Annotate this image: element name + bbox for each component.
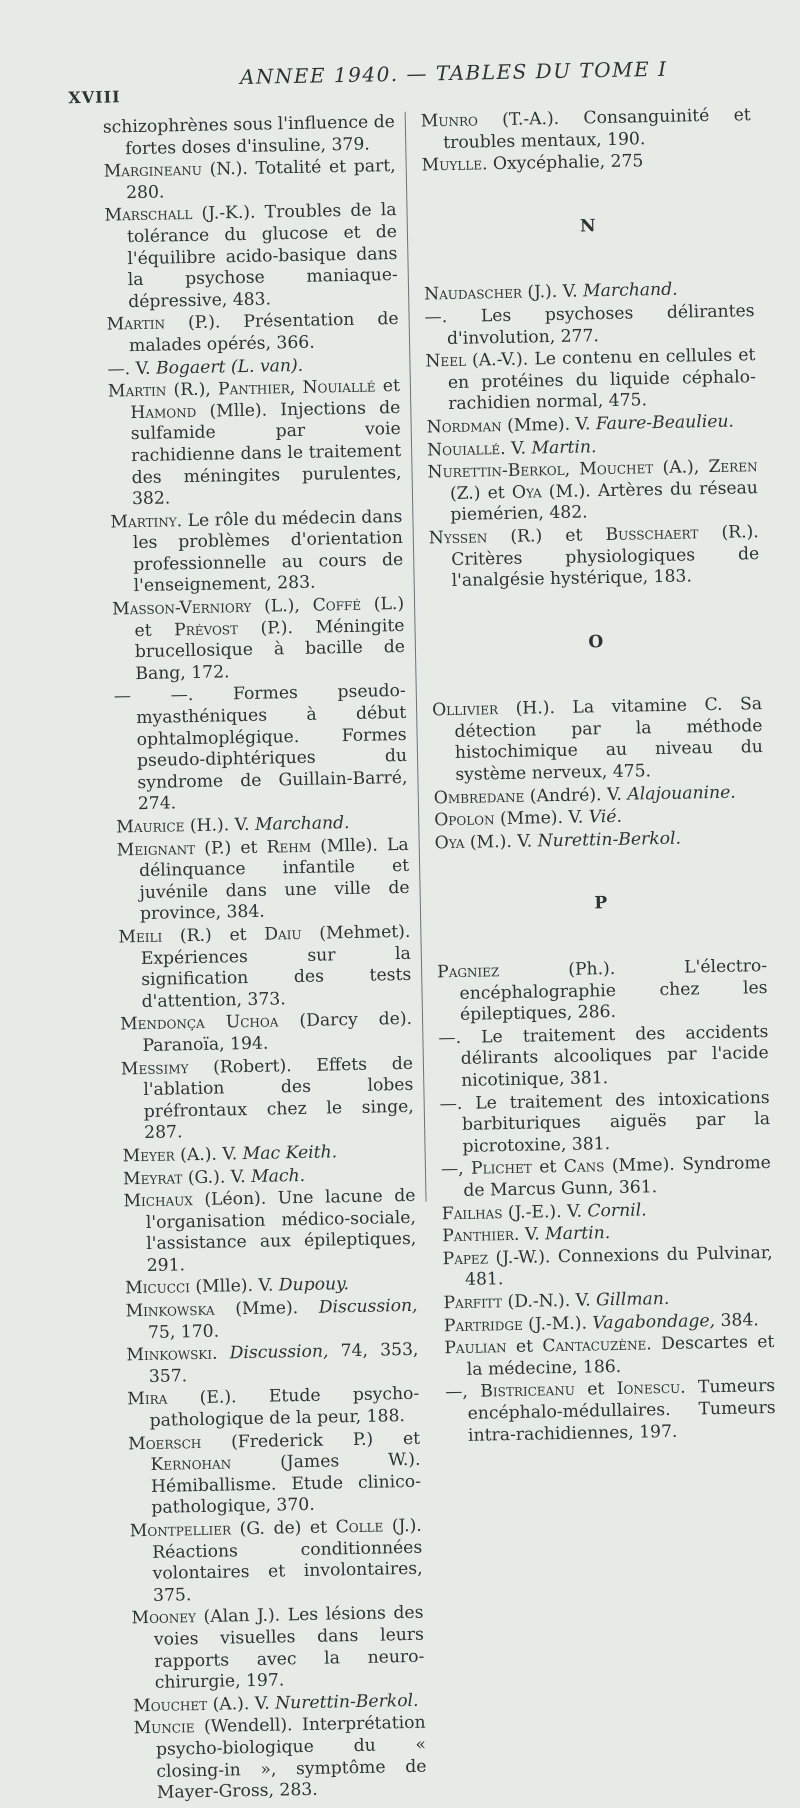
entry-text: (J.). V. [521,281,584,303]
section-o [432,694,765,854]
entry-text: —, [445,1381,481,1403]
author-name: Maurice [116,816,185,838]
author-name: Minkowska [125,1299,215,1322]
entry-text: —. Les psychoses délirantes d'involution, 277. [424,301,755,349]
author-name: Montpellier [129,1519,232,1542]
index-entry [438,1022,769,1093]
index-entry [104,156,397,205]
entry-text: (G.). V. [182,1166,252,1188]
author-name: Martin [106,313,166,335]
entry-text: (J.-E.). V. [502,1201,588,1223]
entry-text: —. V. [107,358,157,380]
entry-text: (Mme). [214,1297,319,1320]
entry-text: (Mme). Syndrome de Marcus Gunn, 361. [463,1153,772,1201]
index-entry [108,376,402,511]
entry-text: (Z.) et [449,482,513,504]
index-entry [114,681,408,816]
author-name: Mendonça Uchoa [119,1011,279,1035]
author-name: Meyrat [122,1167,183,1189]
entry-text: et [531,1157,565,1178]
entry-text: (R.) et [162,924,265,947]
entry-text: (Mme). V. [501,414,597,436]
entry-text: (L.), [251,595,313,617]
index-entry [432,694,764,787]
entry-text: V. [505,437,532,459]
entry-text: (N.). Totalité et part, 280. [125,156,396,203]
entry-text: (Mehmet). Expériences sur la signification des tests d'attention, 373. [140,921,412,1012]
entry-text: (Darcy de). Paranoïa, 194. [142,1009,413,1056]
author-name: Neel [425,350,467,372]
index-entry [425,345,756,416]
author-name: Messimy [120,1057,189,1079]
italic-ref: Marchand. [582,279,678,302]
entry-text: Oxycéphalie, 275 [487,151,644,175]
author-name: Muncie [133,1717,195,1739]
index-entry [441,1153,772,1203]
entry-text: — —. Formes pseudo-myasthéniques à début ophtalmoplégique. Formes pseudo-diphtériques du syndrome de Guillain-Barré, 274. [113,681,408,815]
index-entry [442,1243,773,1293]
entry-text: (A.). V. [206,1693,276,1715]
entry-text: (M.). Artères du réseau piemérien, 482. [450,477,759,526]
entry-text: (J.-K.). Troubles de la tolérance du glucose et de l'équilibre acido-basique dans la psychose maniaque-dépressive, 483. [126,200,398,312]
entry-text: (Frederick P.) et [201,1428,421,1453]
entry-text: (Léon). Une lacune de l'organisation médico-sociale, l'assistance aux épileptiques, 291. [145,1185,417,1276]
entry-text: (D.-N.). V. [501,1290,597,1313]
italic-ref: Marchand. [254,813,350,835]
entry-text: (R.) et [487,524,606,548]
author-name: Meignant [116,838,196,861]
author-name: Pagniez [436,961,500,983]
entry-text: (R.), [166,379,219,401]
entry-text: (J.-M.). [522,1312,593,1335]
author-name: Oya [434,832,465,854]
index-entry [445,1376,776,1447]
entry-text: (Mlle). La délinquance infantile et juvénile dans une ville de province, 384. [138,834,410,925]
entry-text: Le rôle du médecin dans les problèmes d'orientation professionnelle au cours de l'enseignement, 283. [132,506,404,597]
author-name: Mouchet [132,1694,208,1717]
italic-ref: Dupouy. [278,1274,350,1296]
page-number: XVIII [68,87,121,108]
index-entry [439,1088,770,1159]
italic-ref: Gillman. [595,1288,670,1311]
author-name: Muylle. [421,154,488,176]
author-name: Panthier. [442,1224,520,1247]
entry-text: Descartes et la médecine, 186. [466,1332,775,1380]
author-name: Panthier, Nouiallé [217,376,376,400]
entry-text: 74, 353, 357. [148,1340,419,1387]
author-name: Michaux [123,1190,193,1212]
running-title: ANNEE 1940. — TABLES DU TOME I [239,56,668,89]
author-name: Partridge [443,1314,523,1336]
entry-text: et [375,376,401,397]
index-entry [437,956,768,1027]
author-name: Masson-Verniory [111,596,252,620]
entry-text: (R.). Critères physiologiques de l'analgésie hystérique, 183. [451,522,760,592]
author-name: Coffé [312,594,362,616]
index-entry [103,112,396,161]
index-entry [130,1516,424,1608]
section-n [424,279,760,594]
entry-text: (L.) et [134,593,405,641]
index-entry [444,1332,775,1382]
author-name: Failhas [441,1202,503,1224]
italic-ref: Discussion, [318,1295,418,1318]
author-name: Meili [118,926,163,948]
italic-ref: Cornil. [587,1199,647,1222]
italic-ref: Bogaert (L. van). [155,355,304,379]
index-entry [121,1053,415,1145]
author-name: Ionescu. [616,1377,686,1400]
entry-text: et [506,1336,543,1358]
italic-ref: Faure-Beaulieu. [595,411,735,435]
entry-text: (P.) et [194,837,267,859]
entry-text: et [574,1379,617,1401]
entry-text: (Wendell). Interprétation psycho-biologique du « closing-in », symptôme de Mayer-Gross, 283. [155,1713,427,1804]
author-name: Paulian [444,1337,507,1359]
italic-ref: Vié. [588,807,623,828]
index-entry [131,1603,425,1695]
author-name: Plichet [470,1157,532,1180]
italic-ref: Nurettin-Berkol. [537,828,682,852]
entry-text: (André). V. [524,784,628,807]
index-entry [133,1713,427,1805]
index-entry [126,1340,419,1389]
author-name: Margineanu [103,159,203,182]
italic-ref: Mach. [250,1165,306,1187]
author-name: Nyssen [428,527,488,549]
author-name: Papez [442,1248,489,1270]
author-name: Hamond [130,401,197,423]
author-name: Naudascher [423,282,523,305]
index-entry [112,594,406,686]
entry-text: V. [519,1224,546,1245]
entry-text: (Mlle). V. [189,1275,279,1298]
entry-text: (T.-A.). Consanguinité et troubles mentaux, 190. [443,105,751,153]
section-letter-o: O [588,631,604,653]
italic-ref: Alajouanine. [627,782,736,805]
author-name: Kernohan [150,1453,232,1476]
author-name: Martiny. [110,510,183,533]
italic-ref: Nurettin-Berkol. [274,1690,419,1714]
italic-ref: Mac Keith. [242,1142,338,1165]
author-name: Mira [127,1389,168,1410]
author-name: Marschall [104,204,193,226]
entry-text: (Robert). Effets de l'ablation des lobes préfrontaux chez le singe, 287. [143,1053,414,1144]
index-entry [127,1384,420,1433]
entry-text: (James W.). Hémiballisme. Etude clinico-pathologique, 370. [150,1449,422,1519]
author-name: Bistriceanu [480,1380,576,1402]
italic-ref: Martin. [545,1223,611,1245]
author-name: Micucci [124,1277,191,1299]
index-entry [117,834,411,926]
entry-text: (A.), [653,457,709,479]
entry-text: (M.). V. [464,831,538,853]
author-name: Oya [511,481,542,503]
author-name: Ollivier [431,699,499,721]
author-name: Nurettin-Berkol, Mouchet [427,458,654,483]
section-letter-p: P [594,893,608,914]
author-name: Zeren [708,456,758,478]
entry-text: (E.). Etude psycho-pathologique de la peur, 188. [149,1384,420,1431]
entry-text: (G. de) et [230,1517,336,1540]
index-entry [128,1428,422,1520]
entry-text: (Mme). V. [494,807,589,830]
index-entry [106,309,399,358]
author-name: Opolon [434,809,495,831]
author-name: Parfitt [443,1292,503,1314]
index-entry [125,1296,418,1345]
index-entry [421,105,752,155]
author-name: Martin [107,380,167,402]
entry-text: (H.). La vitamine C. Sa détection par la méthode histochimique au niveau du système nerveux, 475. [454,694,764,786]
left-column [103,112,427,1806]
entry-text: (P.). Présentation de malades opérés, 366. [128,309,399,357]
entry-text: (Mlle). Injections de sulfamide par voie rachidienne dans le traitement des méningites purulentes, 382. [130,397,402,510]
author-name: Cantacuzène. [542,1334,652,1357]
entry-text: —. Le traitement des accidents délirants alcooliques par l'acide nicotinique, 381. [438,1021,769,1091]
index-entry [429,522,760,593]
entry-text: (J.). Réactions conditionnées volontaires et involontaires, 375. [152,1515,423,1606]
author-name: Meyer [122,1145,175,1167]
author-name: Busschaert [605,523,699,545]
author-name: Munro [420,110,479,132]
italic-ref: Discussion, [229,1341,329,1364]
section-letter-n: N [579,215,596,237]
author-name: Nordman [426,415,502,438]
author-name: Cans [563,1156,605,1178]
author-name: Moersch [127,1432,202,1454]
entry-text: (H.). V. [184,814,256,837]
entry-text: —, [440,1159,472,1180]
index-entry [104,200,398,314]
section-p [437,956,776,1447]
index-entry [110,507,404,599]
index-entry [118,922,412,1014]
index-entry [120,1009,413,1058]
entry-text: schizophrènes sous l'influence de fortes doses d'insuline, 379. [102,112,396,159]
author-name: Colle [335,1516,384,1538]
author-name: Rehm [266,836,312,858]
author-name: Ombredane [433,786,525,809]
section-m-continued [421,105,752,177]
entry-text: (A.). V. [174,1144,243,1166]
author-name: Mooney [131,1607,197,1629]
entry-text: (Ph.). L'électro-encéphalographie chez les épileptiques, 286. [459,956,768,1026]
author-name: Nouiallé. [426,438,506,460]
entry-text: —. Le traitement des intoxications barbituriques aiguës par la picrotoxine, 381. [439,1087,771,1157]
author-name: Prévost [173,618,239,640]
entry-text: 75, 170. [147,1321,220,1343]
entry-text: (P.). Méningite brucellosique à bacille de Bang, 172. [134,615,406,684]
author-name: Minkowski. [126,1343,218,1366]
entry-text: (A.-V.). Le contenu en cellules et en protéines du liquide céphalo-rachidien normal, 475. [447,345,756,415]
index-entry [424,301,755,351]
italic-ref: Martin. [531,436,597,458]
entry-text: Tumeurs encéphalo-médullaires. Tumeurs intra-rachidiennes, 197. [467,1376,776,1446]
entry-text [217,1344,230,1364]
author-name: Daiu [264,923,302,945]
index-entry [123,1186,417,1278]
entry-text: (J.-W.). Connexions du Pulvinar, 481. [464,1242,773,1291]
index-entry [427,456,758,527]
entry-text: (Alan J.). Les lésions des voies visuelles dans leurs rapports avec la neuro-chirurgie, 197. [153,1603,425,1694]
italic-ref: Vagabondage, [592,1310,716,1333]
entry-text: 384. [714,1309,759,1331]
right-column [421,105,777,1448]
